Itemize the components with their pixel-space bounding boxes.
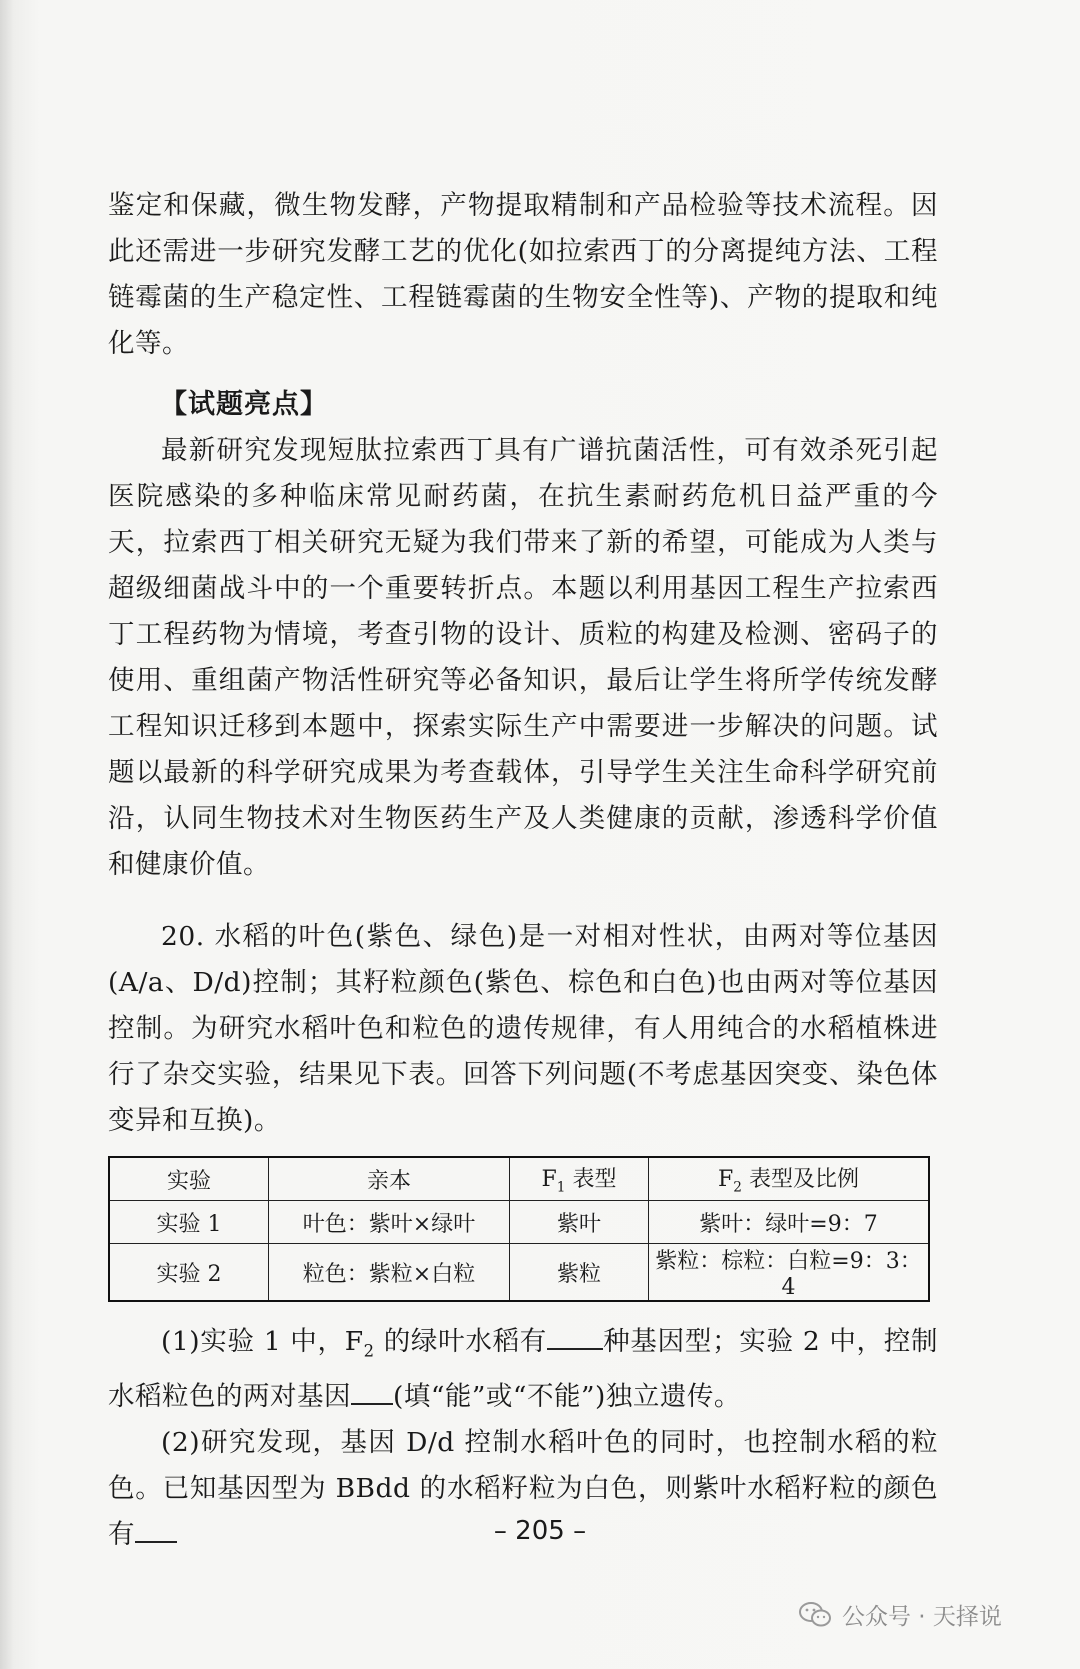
table-row <box>109 1244 929 1302</box>
sub-question-1: (1)实验 1 中，$F_2$ 的绿叶水稻有 种基因型；实验 2 中，控制水稻粒色的两对基因 (填“能”或“不能”)独立遗传。 <box>108 1319 938 1420</box>
answer-blank <box>351 1377 393 1405</box>
sub-question-2: (2)研究发现，基因 D/d 控制水稻叶色的同时，也控制水稻的粒色。已知基因型为 BBdd 的水稻籽粒为白色，则紫叶水稻籽粒的颜色有 <box>108 1427 938 1551</box>
question-20-stem: 20. 水稻的叶色(紫色、绿色)是一对相对性状，由两对等位基因(A/a、D/d)控制；其籽粒颜色(紫色、棕色和白色)也由两对等位基因控制。为研究水稻叶色和粒色的遗传规律，有人用纯合的水稻植株进行了杂交实验，结果见下表。回答下列问题(不考虑基因突变、染色体变异和互换)。 <box>108 921 938 1136</box>
highlights-paragraph: 最新研究发现短肽拉索西丁具有广谱抗菌活性，可有效杀死引起医院感染的多种临床常见耐药菌，在抗生素耐药危机日益严重的今天，拉索西丁相关研究无疑为我们带来了新的希望，可能成为人类与超级细菌战斗中的一个重要转折点。本题以利用基因工程生产拉索西丁工程药物为情境，考查引物的设计、质粒的构建及检测、密码子的使用、重组菌产物活性研究等必备知识，最后让学生将所学传统发酵工程知识迁移到本题中，探索实际生产中需要进一步解决的问题。试题以最新的科学研究成果为考查载体，引导学生关注生命科学研究前沿，认同生物技术对生物医药生产及人类健康的贡献，渗透科学价值和健康价值。 <box>108 435 938 880</box>
answer-blank <box>547 1322 603 1350</box>
question-stem <box>108 914 938 1144</box>
cell-experiment: 实验 2 <box>109 1244 269 1302</box>
results-table <box>108 1156 930 1302</box>
header-f1-phenotype: $F_1$ 表型 <box>510 1157 649 1201</box>
cell-experiment: 实验 1 <box>109 1201 269 1244</box>
cell-f1: 紫叶 <box>510 1201 649 1244</box>
watermark-text: 公众号 · 天择说 <box>842 1604 1002 1630</box>
header-parents: 亲本 <box>269 1157 510 1201</box>
intro-paragraph: 鉴定和保藏，微生物发酵，产物提取精制和产品检验等技术流程。因此还需进一步研究发酵工艺的优化(如拉索西丁的分离提纯方法、工程链霉菌的生产稳定性、工程链霉菌的生物安全性等)、产物的提取和纯化等。 <box>108 190 938 359</box>
wechat-icon <box>798 1601 832 1629</box>
table-row <box>109 1201 929 1244</box>
header-f2-phenotype-ratio: $F_2$ 表型及比例 <box>649 1157 930 1201</box>
header-experiment: 实验 <box>109 1157 269 1201</box>
watermark <box>798 1598 1002 1631</box>
intro-text <box>108 183 938 367</box>
highlights-heading: 【试题亮点】 <box>160 389 328 420</box>
cell-f2: 紫叶：绿叶=9：7 <box>649 1201 930 1244</box>
table-header-row <box>109 1157 929 1201</box>
page-number: – 205 – <box>493 1516 587 1546</box>
cell-f2: 紫粒：棕粒：白粒=9：3：4 <box>649 1244 930 1302</box>
highlights-text <box>108 428 938 888</box>
cell-f1: 紫粒 <box>510 1244 649 1302</box>
cell-parents: 粒色：紫粒×白粒 <box>269 1244 510 1302</box>
cell-parents: 叶色：紫叶×绿叶 <box>269 1201 510 1244</box>
